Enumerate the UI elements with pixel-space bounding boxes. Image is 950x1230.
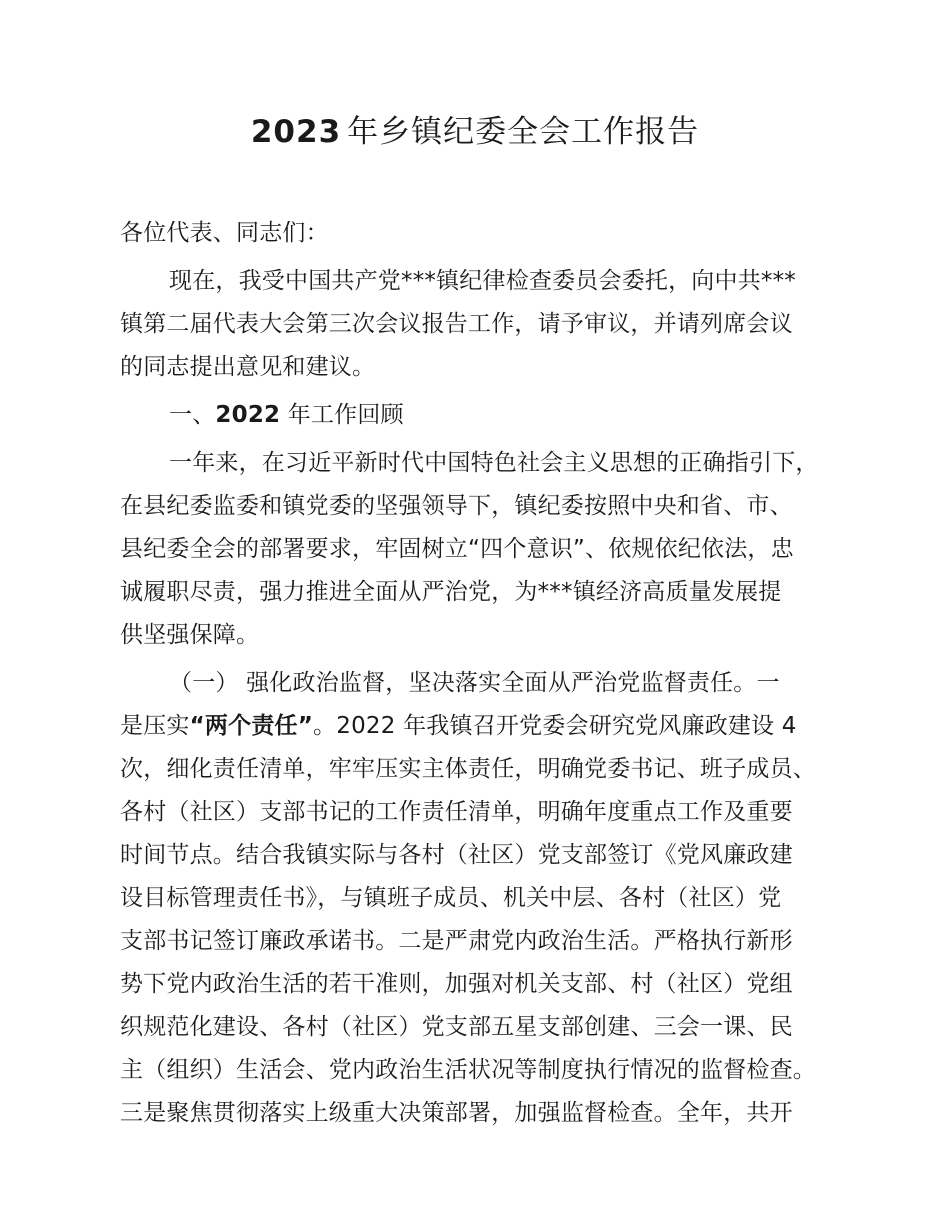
section-prefix: 一、	[169, 402, 216, 428]
text-line: （一） 强化政治监督，坚决落实全面从严治党监督责任。一	[169, 670, 780, 696]
text-line: 次，细化责任清单，牢牢压实主体责任，明确党委书记、班子成员、	[120, 756, 816, 782]
text-line: 供坚强保障。	[120, 622, 260, 648]
text-line: 诚履职尽责，强力推进全面从严治党，为***镇经济高质量发展提	[120, 579, 782, 605]
paragraph-review	[120, 442, 850, 657]
title-year: 2023	[250, 114, 342, 150]
text-line	[120, 705, 850, 748]
section-heading	[120, 394, 850, 437]
text-line: 县纪委全会的部署要求，牢固树立“四个意识”、依规依纪依法，忠	[120, 536, 794, 562]
title-text: 年乡镇纪委全会工作报告	[347, 114, 700, 150]
text-line: 现在，我受中国共产党***镇纪律检查委员会委托，向中共***	[169, 268, 796, 294]
text-line: 三是聚焦贯彻落实上级重大决策部署，加强监督检查。全年，共开	[120, 1100, 793, 1126]
section-year: 2022	[215, 402, 281, 428]
text-segment: 是压实	[120, 713, 190, 739]
text-line: 织规范化建设、各村（社区）党支部五星支部创建、三会一课、民	[120, 1014, 793, 1040]
section-text: 年工作回顾	[287, 402, 404, 428]
text-line: 时间节点。结合我镇实际与各村（社区）党支部签订《党风廉政建	[120, 842, 793, 868]
text-line: 主（组织）生活会、党内政治生活状况等制度执行情况的监督检查。	[120, 1057, 816, 1083]
text-line: 一年来，在习近平新时代中国特色社会主义思想的正确指引下，	[169, 450, 819, 476]
text-line: 在县纪委监委和镇党委的坚强领导下，镇纪委按照中央和省、市、	[120, 493, 793, 519]
document-title	[0, 108, 950, 156]
paragraph-political-supervision	[120, 662, 850, 1135]
text-line: 设目标管理责任书》，与镇班子成员、机关中层、各村（社区）党	[120, 885, 782, 911]
text-line: 支部书记签订廉政承诺书。二是严肃党内政治生活。严格执行新形	[120, 928, 793, 954]
emphasis-two-responsibilities: “两个责任”	[189, 713, 314, 739]
text-line: 的同志提出意见和建议。	[120, 354, 376, 380]
text-line: 镇第二届代表大会第三次会议报告工作，请予审议，并请列席会议	[120, 311, 793, 337]
text-line: 势下党内政治生活的若干准则，加强对机关支部、村（社区）党组	[120, 971, 793, 997]
salutation: 各位代表、同志们：	[120, 220, 329, 246]
document-body	[120, 212, 850, 1135]
text-line: 各村（社区）支部书记的工作责任清单，明确年度重点工作及重要	[120, 799, 793, 825]
text-segment: 。2022 年我镇召开党委会研究党风廉政建设 4	[313, 713, 797, 739]
paragraph-intro	[120, 260, 850, 389]
